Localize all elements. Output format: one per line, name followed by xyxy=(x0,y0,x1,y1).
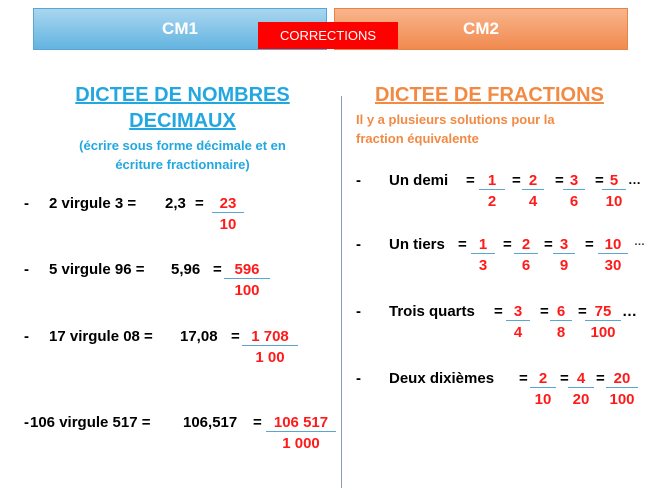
equals-sign: = xyxy=(560,370,569,387)
numerator: 106 517 xyxy=(266,414,336,432)
denominator: 4 xyxy=(513,324,523,341)
right-title: DICTEE DE FRACTIONS xyxy=(375,84,604,106)
left-item-label: 2 virgule 3 = xyxy=(49,195,137,212)
right-fraction xyxy=(479,172,505,210)
numerator: 3 xyxy=(506,303,530,321)
denominator: 20 xyxy=(572,391,590,408)
denominator: 100 xyxy=(590,324,616,341)
right-fraction xyxy=(550,303,572,341)
ellipsis: … xyxy=(634,236,645,248)
left-item-fraction xyxy=(242,328,298,366)
right-fraction xyxy=(606,370,638,408)
list-dash: - xyxy=(356,370,361,387)
right-fraction xyxy=(471,236,495,274)
denominator: 8 xyxy=(556,324,566,341)
ellipsis: … xyxy=(622,303,637,320)
column-divider xyxy=(341,96,342,488)
list-dash: - xyxy=(24,328,29,345)
right-subtitle xyxy=(356,110,555,148)
right-fraction xyxy=(598,236,628,274)
right-fraction xyxy=(506,303,530,341)
numerator: 3 xyxy=(563,172,585,190)
left-item-decimal: 2,3 xyxy=(165,195,186,212)
numerator: 75 xyxy=(585,303,621,321)
numerator: 2 xyxy=(514,236,538,254)
right-fraction xyxy=(568,370,594,408)
equals-sign: = xyxy=(494,303,503,320)
list-dash: - xyxy=(356,236,361,253)
denominator: 1 00 xyxy=(255,349,285,366)
left-item-decimal: 17,08 xyxy=(180,328,218,345)
denominator: 4 xyxy=(528,193,538,210)
denominator: 6 xyxy=(521,257,531,274)
denominator: 10 xyxy=(534,391,552,408)
left-subtitle-line2: écriture fractionnaire) xyxy=(115,157,250,172)
denominator: 10 xyxy=(219,216,237,233)
equals-sign: = xyxy=(540,303,549,320)
equals-sign: = xyxy=(595,172,604,189)
numerator: 596 xyxy=(224,261,270,279)
equals-sign: = xyxy=(555,172,564,189)
left-item-fraction xyxy=(212,195,244,233)
numerator: 2 xyxy=(522,172,544,190)
right-fraction xyxy=(553,236,575,274)
right-item-label: Deux dixièmes xyxy=(389,370,495,387)
numerator: 3 xyxy=(553,236,575,254)
equals-sign: = xyxy=(466,172,475,189)
right-fraction xyxy=(563,172,585,210)
numerator: 4 xyxy=(568,370,594,388)
left-item-fraction xyxy=(266,414,336,452)
denominator: 100 xyxy=(234,282,260,299)
right-fraction xyxy=(522,172,544,210)
left-title xyxy=(40,82,325,134)
left-title-line1: DICTEE DE NOMBRES xyxy=(75,84,290,106)
equals-sign: = xyxy=(503,236,512,253)
equals-sign: = xyxy=(544,236,553,253)
equals-sign: = xyxy=(596,370,605,387)
equals-sign: = xyxy=(231,328,240,345)
left-item-label: 106 virgule 517 = xyxy=(30,414,151,431)
equals-sign: = xyxy=(253,414,262,431)
tab-cm1-label: CM1 xyxy=(162,19,198,38)
numerator: 1 xyxy=(471,236,495,254)
denominator: 10 xyxy=(605,193,623,210)
left-subtitle-line1: (écrire sous forme décimale et en xyxy=(79,138,286,153)
left-title-line2: DECIMAUX xyxy=(129,110,236,132)
equals-sign: = xyxy=(213,261,222,278)
right-item-label: Un demi xyxy=(389,172,449,189)
equals-sign: = xyxy=(585,236,594,253)
right-fraction xyxy=(585,303,621,341)
left-item-label: 5 virgule 96 = xyxy=(49,261,145,278)
right-subtitle-line2: fraction équivalente xyxy=(356,131,479,146)
right-fraction xyxy=(514,236,538,274)
tab-cm2-label: CM2 xyxy=(463,19,499,38)
numerator: 2 xyxy=(530,370,556,388)
equals-sign: = xyxy=(519,370,528,387)
left-subtitle xyxy=(40,136,325,174)
equals-sign: = xyxy=(195,195,204,212)
denominator: 6 xyxy=(569,193,579,210)
right-fraction xyxy=(530,370,556,408)
numerator: 23 xyxy=(212,195,244,213)
right-fraction xyxy=(602,172,626,210)
numerator: 20 xyxy=(606,370,638,388)
equals-sign: = xyxy=(458,236,467,253)
denominator: 30 xyxy=(604,257,622,274)
numerator: 5 xyxy=(602,172,626,190)
ellipsis: … xyxy=(628,172,641,187)
denominator: 100 xyxy=(609,391,635,408)
equals-sign: = xyxy=(578,303,587,320)
list-dash: - xyxy=(24,261,29,278)
numerator: 1 xyxy=(479,172,505,190)
left-item-decimal: 106,517 xyxy=(183,414,238,431)
corrections-label: CORRECTIONS xyxy=(279,28,377,43)
list-dash: - xyxy=(356,303,361,320)
left-item-fraction xyxy=(224,261,270,299)
denominator: 3 xyxy=(478,257,488,274)
denominator: 1 000 xyxy=(282,435,320,452)
right-item-label: Un tiers xyxy=(389,236,445,253)
left-item-decimal: 5,96 xyxy=(171,261,201,278)
numerator: 10 xyxy=(598,236,628,254)
right-subtitle-line1: Il y a plusieurs solutions pour la xyxy=(356,112,555,127)
left-item-label: 17 virgule 08 = xyxy=(49,328,153,345)
denominator: 9 xyxy=(559,257,569,274)
right-item-label: Trois quarts xyxy=(389,303,475,320)
list-dash: - xyxy=(24,414,29,431)
list-dash: - xyxy=(356,172,361,189)
numerator: 6 xyxy=(550,303,572,321)
denominator: 2 xyxy=(487,193,497,210)
equals-sign: = xyxy=(512,172,521,189)
numerator: 1 708 xyxy=(242,328,298,346)
corrections-badge xyxy=(258,22,398,49)
list-dash: - xyxy=(24,195,29,212)
